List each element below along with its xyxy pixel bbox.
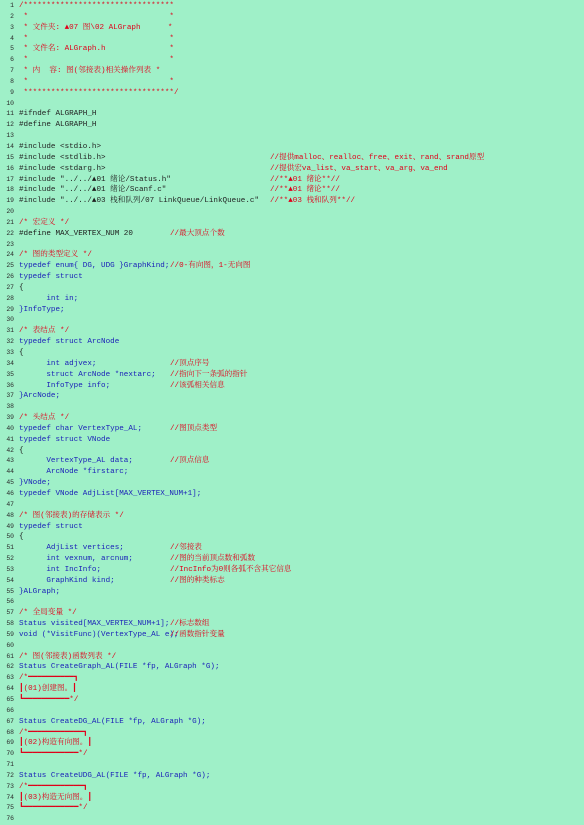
code-text: typedef char VertexType_AL;	[19, 424, 143, 433]
code-text: ┃(03)构造无向图。┃	[19, 793, 92, 802]
inline-comment: //图的当前顶点数和弧数	[170, 555, 256, 564]
code-line	[0, 294, 584, 305]
code-line	[0, 511, 584, 522]
inline-comment: //该弧相关信息	[170, 381, 225, 390]
code-text: /* 表结点 */	[19, 327, 70, 336]
line-number: 8	[10, 77, 14, 85]
code-text: /* 图(邻接表)函数列表 */	[19, 652, 117, 661]
code-line	[0, 728, 584, 739]
code-text: * *	[19, 34, 174, 43]
code-text: int vexnum, arcnum;	[19, 555, 133, 564]
code-text: #define ALGRAPH_H	[19, 121, 97, 130]
line-number: 52	[6, 555, 14, 563]
code-text: {	[19, 446, 24, 455]
code-line	[0, 424, 584, 435]
line-number: 35	[6, 370, 14, 378]
code-line	[0, 131, 584, 142]
line-number: 27	[6, 283, 14, 291]
code-line	[0, 749, 584, 760]
line-number: 62	[6, 663, 14, 671]
line-number: 33	[6, 349, 14, 356]
code-listing	[0, 1, 584, 825]
code-text: /* 全局变量 */	[19, 609, 77, 618]
line-number: 31	[6, 327, 14, 335]
line-number: 6	[10, 56, 14, 64]
code-line	[0, 337, 584, 348]
inline-comment: //**▲01 绪论**//	[270, 186, 340, 195]
code-text: ┗━━━━━━━━━━━━*/	[19, 750, 88, 759]
code-line	[0, 489, 584, 500]
code-line	[0, 175, 584, 186]
code-text: VertexType_AL data;	[19, 457, 133, 466]
code-line	[0, 348, 584, 359]
code-text: Status CreateUDG_AL(FILE *fp, ALGraph *G);	[19, 771, 211, 780]
code-line	[0, 814, 584, 825]
line-number: 65	[6, 696, 14, 703]
code-line	[0, 695, 584, 706]
code-line	[0, 554, 584, 565]
code-line	[0, 565, 584, 576]
code-text: #include <stdarg.h>	[19, 164, 106, 173]
code-text: ┗━━━━━━━━━━━━*/	[19, 804, 88, 813]
line-number: 34	[6, 359, 14, 367]
code-line	[0, 207, 584, 218]
line-number: 49	[6, 522, 14, 530]
code-line	[0, 153, 584, 164]
code-text: typedef struct VNode	[19, 435, 111, 444]
code-text: #include <stdio.h>	[19, 142, 102, 151]
code-line	[0, 760, 584, 771]
code-line	[0, 381, 584, 392]
inline-comment: //图的种类标志	[170, 576, 225, 585]
code-line	[0, 771, 584, 782]
code-text: struct ArcNode *nextarc;	[19, 370, 156, 379]
code-line	[0, 587, 584, 598]
inline-comment: //图顶点类型	[170, 424, 218, 433]
line-number: 37	[6, 392, 14, 400]
code-text: int IncInfo;	[19, 565, 102, 574]
line-number: 5	[10, 45, 14, 53]
line-number: 15	[6, 153, 14, 161]
code-line	[0, 23, 584, 34]
line-number: 76	[6, 815, 14, 823]
code-text: int in;	[19, 294, 79, 303]
code-text: Status visited[MAX_VERTEX_NUM+1];	[19, 620, 170, 629]
line-number: 68	[6, 728, 14, 736]
line-number: 10	[6, 99, 14, 107]
line-number: 19	[6, 197, 14, 205]
code-line	[0, 793, 584, 804]
line-number: 29	[6, 305, 14, 313]
line-number: 38	[6, 403, 14, 411]
line-number: 28	[6, 294, 14, 302]
line-number: 25	[6, 262, 14, 270]
code-line	[0, 283, 584, 294]
line-number: 4	[10, 34, 14, 42]
line-number: 63	[6, 674, 14, 682]
line-number: 70	[6, 750, 14, 758]
line-number: 3	[10, 23, 14, 31]
code-text: #include "../../▲01 绪论/Scanf.c"	[19, 186, 167, 195]
line-number: 74	[6, 793, 14, 801]
line-number: 13	[6, 132, 14, 140]
code-line	[0, 88, 584, 99]
inline-comment: //提供malloc、realloc、free、exit、rand、srand原型	[270, 153, 485, 162]
code-line	[0, 803, 584, 814]
code-line	[0, 641, 584, 652]
line-number: 17	[6, 175, 14, 183]
code-line	[0, 608, 584, 619]
code-line	[0, 500, 584, 511]
line-number: 67	[6, 717, 14, 725]
code-text: /* 图的类型定义 */	[19, 251, 92, 260]
line-number: 64	[6, 685, 14, 693]
code-text: #include "../../▲01 绪论/Status.h"	[19, 175, 171, 184]
code-text: * *	[19, 77, 174, 86]
code-text: GraphKind kind;	[19, 576, 115, 585]
line-number: 51	[6, 544, 14, 552]
line-number: 42	[6, 446, 14, 454]
inline-comment: //**▲03 栈和队列**//	[270, 197, 356, 206]
code-text: ┃(01)创建图。┃	[19, 685, 77, 694]
inline-comment: //函数指针变量	[170, 630, 225, 639]
line-number: 41	[6, 435, 14, 443]
line-number: 50	[6, 533, 14, 541]
line-number: 23	[6, 240, 14, 248]
line-number: 48	[6, 511, 14, 519]
inline-comment: //提供宏va_list、va_start、va_arg、va_end	[270, 164, 448, 173]
code-line	[0, 272, 584, 283]
inline-comment: //IncInfo为0则各弧不含其它信息	[170, 565, 292, 574]
code-line	[0, 1, 584, 12]
code-text: }ALGraph;	[19, 587, 61, 596]
code-text: /*━━━━━━━━━━━━┓	[19, 728, 88, 737]
code-line	[0, 109, 584, 120]
code-line	[0, 240, 584, 251]
line-number: 55	[6, 587, 14, 595]
line-number: 9	[10, 88, 14, 96]
line-number: 73	[6, 782, 14, 790]
line-number: 12	[6, 121, 14, 129]
line-number: 72	[6, 771, 14, 779]
code-text: void (*VisitFunc)(VertexType_AL e);	[19, 630, 179, 639]
code-line	[0, 326, 584, 337]
line-number: 7	[10, 67, 14, 75]
code-text: ┃(02)构造有向图。┃	[19, 739, 92, 748]
code-text: /*━━━━━━━━━━┓	[19, 674, 79, 683]
code-line	[0, 370, 584, 381]
code-line	[0, 532, 584, 543]
inline-comment: //邻接表	[170, 544, 202, 553]
code-line	[0, 597, 584, 608]
code-line	[0, 630, 584, 641]
code-line	[0, 34, 584, 45]
inline-comment: //顶点信息	[170, 457, 210, 466]
line-number: 22	[6, 229, 14, 237]
code-text: ArcNode *firstarc;	[19, 468, 129, 477]
code-line	[0, 467, 584, 478]
code-line	[0, 77, 584, 88]
code-line	[0, 305, 584, 316]
line-number: 16	[6, 164, 14, 172]
line-number: 20	[6, 208, 14, 216]
code-line	[0, 44, 584, 55]
code-text: typedef struct ArcNode	[19, 338, 120, 347]
line-number: 69	[6, 739, 14, 747]
code-line	[0, 196, 584, 207]
line-number: 43	[6, 457, 14, 465]
code-line	[0, 55, 584, 66]
line-number: 1	[10, 2, 14, 9]
code-text: typedef struct	[19, 273, 83, 282]
line-number: 71	[6, 761, 14, 769]
code-text: /* 头结点 */	[19, 414, 70, 423]
code-text: }InfoType;	[19, 305, 65, 314]
code-line	[0, 673, 584, 684]
code-line	[0, 706, 584, 717]
code-line	[0, 164, 584, 175]
inline-comment: //标志数组	[170, 620, 210, 629]
line-number: 53	[6, 565, 14, 573]
code-line	[0, 185, 584, 196]
inline-comment: //**▲01 绪论**//	[270, 175, 340, 184]
code-line	[0, 229, 584, 240]
line-number: 47	[6, 500, 14, 508]
code-line	[0, 662, 584, 673]
inline-comment: //指向下一条弧的指针	[170, 370, 248, 379]
line-number: 40	[6, 424, 14, 432]
code-line	[0, 315, 584, 326]
code-line	[0, 250, 584, 261]
code-text: /* 图(邻接表)的存储表示 */	[19, 511, 124, 520]
code-text: typedef enum{ DG, UDG }GraphKind;	[19, 262, 170, 271]
code-text: /*********************************	[19, 2, 174, 10]
line-number: 59	[6, 630, 14, 638]
line-number: 39	[6, 414, 14, 422]
code-line	[0, 120, 584, 131]
line-number: 32	[6, 338, 14, 346]
line-number: 2	[10, 12, 14, 20]
line-number: 61	[6, 652, 14, 660]
line-number: 66	[6, 706, 14, 714]
code-text: /*━━━━━━━━━━━━┓	[19, 782, 88, 791]
code-line	[0, 738, 584, 749]
code-text: *********************************/	[19, 88, 179, 97]
code-text: typedef VNode AdjList[MAX_VERTEX_NUM+1];	[19, 489, 202, 498]
code-text: InfoType info;	[19, 381, 111, 390]
code-line	[0, 391, 584, 402]
line-number: 30	[6, 316, 14, 324]
line-number: 26	[6, 273, 14, 281]
code-line	[0, 684, 584, 695]
code-text: #include <stdlib.h>	[19, 153, 106, 162]
code-line	[0, 359, 584, 370]
code-text: /* 宏定义 */	[19, 218, 70, 227]
code-text: #include "../../▲03 栈和队列/07 LinkQueue/LinkQueue.c"	[19, 197, 259, 206]
code-line	[0, 218, 584, 229]
code-text: {	[19, 533, 24, 542]
inline-comment: //0-有向图，1-无向图	[170, 262, 251, 271]
line-number: 18	[6, 186, 14, 194]
inline-comment: //最大顶点个数	[170, 229, 225, 238]
line-number: 75	[6, 804, 14, 812]
line-number: 60	[6, 641, 14, 649]
code-line	[0, 652, 584, 663]
line-number: 45	[6, 479, 14, 487]
code-text: ┗━━━━━━━━━━*/	[19, 696, 79, 704]
code-text: }VNode;	[19, 479, 51, 488]
code-line	[0, 446, 584, 457]
line-number: 58	[6, 620, 14, 628]
code-line	[0, 12, 584, 23]
code-text: #define MAX_VERTEX_NUM 20	[19, 229, 133, 238]
code-line	[0, 142, 584, 153]
code-line	[0, 456, 584, 467]
code-line	[0, 413, 584, 424]
code-line	[0, 66, 584, 77]
line-number: 14	[6, 142, 14, 150]
code-line	[0, 619, 584, 630]
code-line	[0, 576, 584, 587]
inline-comment: //顶点序号	[170, 359, 210, 368]
code-text: typedef struct	[19, 522, 83, 531]
code-text: * 文件名: ALGraph.h *	[19, 45, 174, 54]
code-text: AdjList vertices;	[19, 544, 124, 553]
line-number: 24	[6, 251, 14, 259]
line-number: 54	[6, 576, 14, 584]
code-line	[0, 402, 584, 413]
code-line	[0, 522, 584, 533]
code-text: #ifndef ALGRAPH_H	[19, 110, 97, 119]
line-number: 46	[6, 489, 14, 497]
code-line	[0, 717, 584, 728]
line-number: 44	[6, 468, 14, 476]
code-text: {	[19, 349, 24, 357]
code-text: * 内 容: 图(邻接表)相关操作列表 *	[19, 67, 161, 76]
code-line	[0, 435, 584, 446]
code-line	[0, 543, 584, 554]
code-text: Status CreateGraph_AL(FILE *fp, ALGraph *G);	[19, 663, 220, 672]
code-text: * *	[19, 56, 174, 65]
line-number: 56	[6, 598, 14, 606]
line-number: 36	[6, 381, 14, 389]
line-number: 11	[6, 110, 14, 118]
code-text: {	[19, 283, 24, 292]
code-line	[0, 782, 584, 793]
line-number: 21	[6, 218, 14, 226]
code-text: }ArcNode;	[19, 392, 61, 401]
code-line	[0, 99, 584, 110]
code-text: * *	[19, 12, 174, 21]
code-line	[0, 478, 584, 489]
code-line	[0, 261, 584, 272]
code-text: int adjvex;	[19, 359, 97, 368]
code-text: * 文件夹: ▲07 图\02 ALGraph *	[19, 23, 173, 32]
code-text: Status CreateDG_AL(FILE *fp, ALGraph *G);	[19, 717, 206, 726]
line-number: 57	[6, 609, 14, 617]
